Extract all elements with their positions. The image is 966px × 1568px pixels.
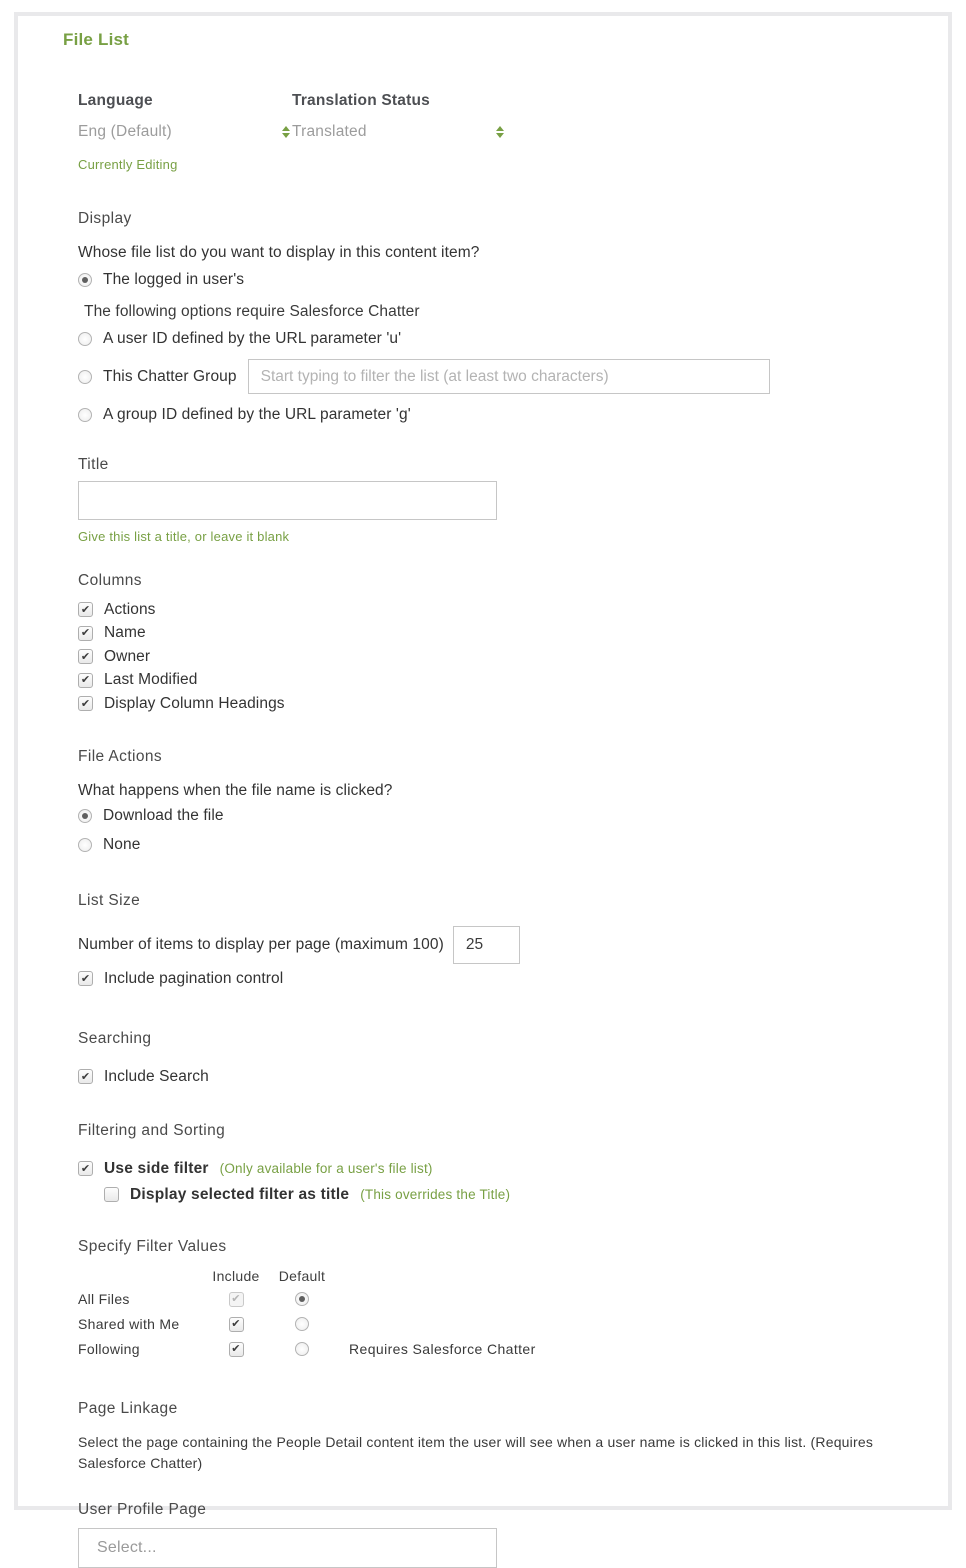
checkbox-following-include[interactable]	[229, 1342, 244, 1357]
option-user-id[interactable]: A user ID defined by the URL parameter 'u'	[78, 328, 918, 350]
translation-status-value: Translated	[292, 123, 367, 140]
title-section	[78, 456, 918, 544]
filtering-label: Filtering and Sorting	[78, 1121, 226, 1139]
translation-status-label: Translation Status	[292, 92, 430, 109]
filter-row-shared-with-me: Shared with Me ✔	[78, 1312, 918, 1337]
checkbox-name[interactable]	[78, 626, 93, 641]
updown-arrows-icon[interactable]	[282, 126, 290, 138]
filter-values-table	[78, 1266, 918, 1362]
file-list-panel	[14, 12, 952, 1556]
default-column-header: Default	[278, 1268, 326, 1284]
filter-row-all-files: All Files ✔	[78, 1287, 918, 1312]
checkbox-actions[interactable]	[78, 602, 93, 617]
chatter-requirement-note: The following options require Salesforce Chatter	[84, 303, 420, 320]
radio-all-files-default[interactable]	[295, 1292, 309, 1306]
language-column	[78, 92, 292, 141]
updown-arrows-icon[interactable]	[496, 126, 504, 138]
language-label: Language	[78, 92, 153, 109]
checkbox-owner[interactable]	[78, 649, 93, 664]
list-size-label: List Size	[78, 891, 141, 909]
user-profile-page-label: User Profile Page	[78, 1500, 207, 1518]
option-none[interactable]: None	[78, 834, 918, 856]
radio-none[interactable]	[78, 838, 92, 852]
chatter-group-input[interactable]	[248, 359, 770, 394]
display-question: Whose file list do you want to display in this content item?	[78, 244, 480, 261]
include-column-header: Include	[212, 1268, 260, 1284]
user-profile-page-select[interactable]: Select...	[78, 1528, 497, 1568]
columns-label: Columns	[78, 572, 142, 589]
column-option-owner[interactable]: ✔ Owner	[78, 645, 918, 669]
display-section	[78, 210, 918, 426]
column-option-last-modified[interactable]: ✔ Last Modified	[78, 669, 918, 693]
radio-group-id[interactable]	[78, 408, 92, 422]
language-select[interactable]	[78, 123, 292, 141]
title-label: Title	[78, 456, 109, 473]
pagination-option[interactable]: ✔ Include pagination control	[78, 968, 918, 990]
list-size-section	[78, 892, 918, 990]
language-bar	[78, 92, 918, 141]
currently-editing-link[interactable]: Currently Editing	[78, 157, 178, 172]
column-option-name[interactable]: ✔ Name	[78, 622, 918, 646]
translation-status-column	[292, 92, 506, 141]
checkbox-shared-include[interactable]	[229, 1317, 244, 1332]
file-actions-section	[78, 748, 918, 856]
user-profile-page-section	[78, 1501, 918, 1568]
option-group-id[interactable]: A group ID defined by the URL parameter 'g'	[78, 404, 918, 426]
checkbox-last-modified[interactable]	[78, 673, 93, 688]
items-per-page-input[interactable]	[453, 926, 520, 964]
column-option-actions[interactable]: ✔ Actions	[78, 598, 918, 622]
checkbox-all-files-include[interactable]	[229, 1292, 244, 1307]
searching-label: Searching	[78, 1029, 152, 1047]
display-filter-note: (This overrides the Title)	[360, 1187, 511, 1202]
radio-chatter-group[interactable]	[78, 370, 92, 384]
option-logged-in-user[interactable]: The logged in user's	[78, 269, 918, 291]
display-section-label: Display	[78, 210, 132, 227]
radio-user-id[interactable]	[78, 332, 92, 346]
searching-section	[78, 1030, 918, 1088]
page-title: File List	[63, 30, 130, 49]
option-chatter-group[interactable]: This Chatter Group Start typing to filter the list (at least two characters)	[78, 359, 918, 394]
checkbox-use-side-filter[interactable]	[78, 1161, 93, 1176]
file-actions-question: What happens when the file name is clicked?	[78, 781, 393, 799]
filter-row-following: Following ✔ Requires Salesforce Chatter	[78, 1337, 918, 1362]
file-actions-label: File Actions	[78, 747, 163, 765]
filtering-section	[78, 1122, 918, 1206]
filter-values-section	[78, 1238, 918, 1362]
radio-download-file[interactable]	[78, 809, 92, 823]
use-side-filter-option[interactable]: ✔ Use side filter (Only available for a user's file list)	[78, 1158, 918, 1180]
include-search-option[interactable]: ✔ Include Search	[78, 1066, 918, 1088]
column-option-display-headings[interactable]: ✔ Display Column Headings	[78, 692, 918, 716]
checkbox-display-filter-title[interactable]	[104, 1187, 119, 1202]
display-filter-as-title-option[interactable]: Display selected filter as title (This overrides the Title)	[104, 1184, 918, 1206]
checkbox-include-search[interactable]	[78, 1069, 93, 1084]
option-download-file[interactable]: Download the file	[78, 805, 918, 827]
title-hint: Give this list a title, or leave it blank	[78, 529, 290, 544]
checkbox-pagination[interactable]	[78, 971, 93, 986]
following-chatter-note: Requires Salesforce Chatter	[349, 1341, 536, 1357]
items-per-page-label: Number of items to display per page (maximum 100)	[78, 935, 444, 953]
page-linkage-label: Page Linkage	[78, 1399, 178, 1417]
checkbox-display-headings[interactable]	[78, 696, 93, 711]
page-linkage-description: Select the page containing the People Detail content item the user will see when a user name is clicked in this list. (Requires Salesforce Chatter)	[78, 1433, 874, 1472]
translation-status-select[interactable]	[292, 123, 506, 141]
filter-values-label: Specify Filter Values	[78, 1237, 227, 1255]
columns-section	[78, 572, 918, 716]
radio-shared-default[interactable]	[295, 1317, 309, 1331]
radio-logged-in-user[interactable]	[78, 273, 92, 287]
language-value: Eng (Default)	[78, 123, 172, 140]
radio-following-default[interactable]	[295, 1342, 309, 1356]
title-input[interactable]	[78, 481, 497, 520]
page-linkage-section	[78, 1400, 918, 1475]
side-filter-note: (Only available for a user's file list)	[219, 1161, 433, 1176]
